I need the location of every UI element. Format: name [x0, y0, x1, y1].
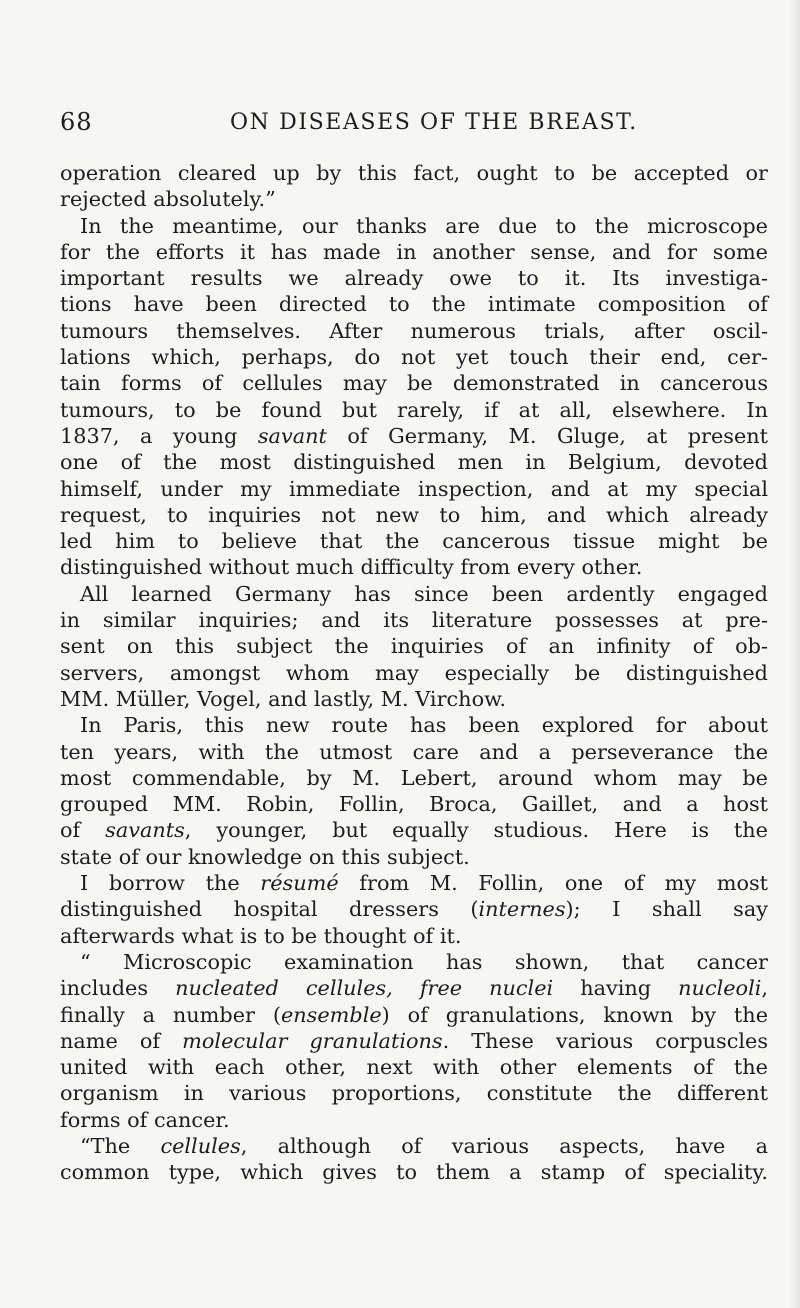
text-segment: common type, which gives to them a stamp of speciality.	[60, 1160, 768, 1185]
text-line	[60, 370, 768, 396]
text-line	[60, 896, 768, 922]
italic-text: savants	[105, 818, 185, 843]
text-line	[60, 213, 768, 239]
text-segment: led him to believe that the cancerous tissue might be	[60, 529, 768, 554]
text-line	[60, 686, 768, 712]
text-line	[60, 870, 768, 896]
text-segment: finally a number (	[60, 1002, 281, 1027]
text-line	[60, 291, 768, 317]
text-segment: “ Microscopic examination has shown, that cancer	[80, 949, 768, 974]
italic-text: internes	[478, 897, 566, 922]
text-segment: servers, amongst whom may especially be distinguished	[60, 660, 768, 685]
text-line	[60, 1080, 768, 1106]
text-segment: in similar inquiries; and its literature possesses at pre-	[60, 608, 768, 633]
text-segment: MM. Müller, Vogel, and lastly, M. Virchow.	[60, 686, 507, 711]
text-segment: rejected absolutely.”	[60, 187, 276, 212]
text-segment: having	[553, 976, 679, 1001]
text-line	[60, 502, 768, 528]
running-title: ON DISEASES OF THE BREAST.	[230, 110, 638, 135]
text-segment: forms of cancer.	[60, 1107, 230, 1132]
italic-text: molecular granulations	[182, 1028, 443, 1053]
text-line	[60, 265, 768, 291]
text-line	[60, 423, 768, 449]
text-segment: of Germany, M. Gluge, at present	[326, 423, 769, 448]
text-line	[60, 607, 768, 633]
text-line	[60, 1159, 768, 1185]
text-line	[60, 1107, 768, 1133]
text-segment: most commendable, by M. Lebert, around whom may be	[60, 765, 768, 790]
text-segment: of	[60, 818, 106, 843]
text-line	[60, 1133, 768, 1159]
text-line	[60, 318, 768, 344]
text-segment: ); I shall say	[565, 897, 768, 922]
text-segment: All learned Germany has since been ardently engaged	[80, 581, 768, 606]
text-line	[60, 1054, 768, 1080]
text-segment: distinguished without much difficulty from every other.	[60, 555, 643, 580]
text-line	[60, 791, 768, 817]
text-line	[60, 739, 768, 765]
italic-text: nucleoli	[678, 976, 762, 1001]
page-number: 68	[60, 108, 93, 136]
text-segment: , although of various aspects, have a	[240, 1133, 768, 1158]
text-line	[60, 581, 768, 607]
page-header	[60, 108, 768, 140]
text-line	[60, 817, 768, 843]
text-segment: tumours themselves. After numerous trials, after oscil-	[60, 318, 768, 343]
text-segment: 1837, a young	[60, 423, 258, 448]
text-line	[60, 660, 768, 686]
text-segment: . These various corpuscles	[442, 1028, 769, 1053]
body-text	[60, 160, 768, 1186]
text-line	[60, 397, 768, 423]
text-segment: In Paris, this new route has been explored for about	[80, 713, 768, 738]
italic-text: ensemble	[280, 1002, 382, 1027]
italic-text: résumé	[260, 871, 339, 896]
text-line	[60, 160, 768, 186]
text-segment: himself, under my immediate inspection, and at my special	[60, 476, 768, 501]
text-line	[60, 765, 768, 791]
text-segment: “The	[80, 1133, 161, 1158]
text-segment: name of	[60, 1028, 183, 1053]
text-segment: lations which, perhaps, do not yet touch their end, cer-	[60, 345, 768, 370]
text-line	[60, 476, 768, 502]
text-segment: In the meantime, our thanks are due to the microscope	[80, 213, 768, 238]
text-segment: tumours, to be found but rarely, if at all, elsewhere. In	[60, 397, 768, 422]
text-segment: united with each other, next with other elements of the	[60, 1055, 768, 1080]
text-segment: tions have been directed to the intimate composition of	[60, 292, 768, 317]
text-segment: sent on this subject the inquiries of an infinity of ob-	[60, 634, 768, 659]
text-line	[60, 449, 768, 475]
text-segment: ,	[761, 976, 768, 1001]
text-line	[60, 949, 768, 975]
text-segment: afterwards what is to be thought of it.	[60, 923, 462, 948]
text-line	[60, 633, 768, 659]
text-segment: grouped MM. Robin, Follin, Broca, Gaillet, and a host	[60, 792, 768, 817]
text-segment: state of our knowledge on this subject.	[60, 844, 470, 869]
text-segment: ) of granulations, known by the	[381, 1002, 768, 1027]
text-line	[60, 844, 768, 870]
text-line	[60, 554, 768, 580]
text-segment: organism in various proportions, constitute the different	[60, 1081, 768, 1106]
text-segment: tain forms of cellules may be demonstrated in cancerous	[60, 371, 768, 396]
text-line	[60, 712, 768, 738]
text-segment: request, to inquiries not new to him, and which already	[60, 502, 768, 527]
text-line	[60, 923, 768, 949]
text-segment: I borrow the	[80, 871, 261, 896]
text-segment: ten years, with the utmost care and a perseverance the	[60, 739, 768, 764]
page-edge-shadow	[790, 0, 800, 1308]
text-line	[60, 975, 768, 1001]
text-segment: for the efforts it has made in another sense, and for some	[60, 239, 768, 264]
italic-text: cellules	[160, 1133, 241, 1158]
text-segment: one of the most distinguished men in Belgium, devoted	[60, 450, 768, 475]
text-segment: from M. Follin, one of my most	[338, 871, 768, 896]
text-line	[60, 528, 768, 554]
text-segment: , younger, but equally studious. Here is the	[184, 818, 768, 843]
text-segment: important results we already owe to it. Its investiga-	[60, 266, 768, 291]
italic-text: savant	[257, 423, 327, 448]
text-line	[60, 1002, 768, 1028]
text-segment: operation cleared up by this fact, ought to be accepted or	[60, 161, 768, 185]
text-line	[60, 239, 768, 265]
text-segment: distinguished hospital dressers (	[60, 897, 479, 922]
text-line	[60, 1028, 768, 1054]
italic-text: nucleated cellules, free nuclei	[175, 976, 554, 1001]
text-segment: includes	[60, 976, 176, 1001]
text-line	[60, 344, 768, 370]
text-line	[60, 186, 768, 212]
